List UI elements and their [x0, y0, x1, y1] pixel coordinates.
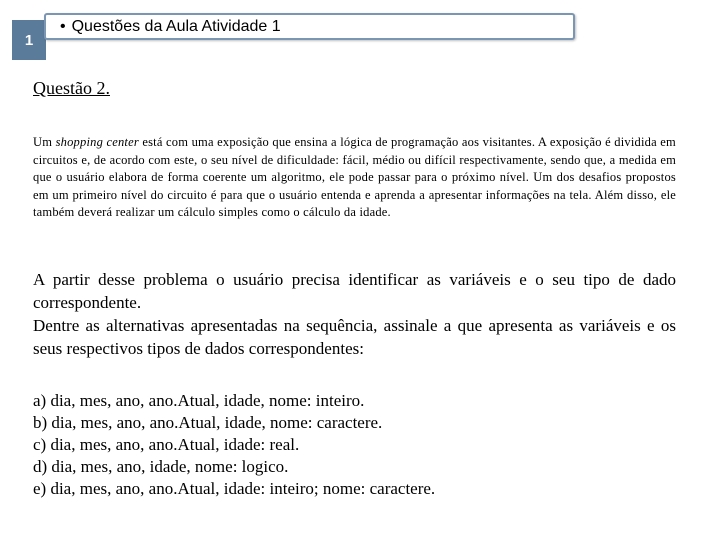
slide-number-badge — [12, 20, 46, 60]
question-intro — [33, 134, 676, 222]
problem-statement — [33, 268, 676, 360]
answer-options — [33, 390, 676, 500]
option-a: a) dia, mes, ano, ano.Atual, idade, nome: inteiro. — [33, 391, 365, 410]
intro-prefix: Um — [33, 135, 56, 149]
question-title: Questão 2. — [33, 78, 110, 98]
slide-number: 1 — [24, 31, 34, 49]
bullet-icon: • — [60, 17, 66, 35]
problem-paragraph-2: Dentre as alternativas apresentadas na sequência, assinale a que apresenta as variáveis e os seus respectivos tipos de dados correspondentes: — [33, 316, 676, 358]
intro-rest: está com uma exposição que ensina a lógica de programação aos visitantes. A exposição é dividida em circuitos e, de acordo com este, o seu nível de dificuldade: fácil, médio ou difícil respectivamente, sendo que, a medida em que o usuário elabora de forma coerente um algoritmo, ele pode passar para o próximo nível. Um dos desafios propostos em um primeiro nível do circuito é para que o usuário entenda e aprenda a apresentar informações na tela. Além disso, ele também deverá realizar um cálculo simples como o cálculo da idade. — [33, 135, 676, 219]
header-title-box — [44, 13, 575, 40]
option-c: c) dia, mes, ano, ano.Atual, idade: real. — [33, 435, 300, 454]
header-title: Questões da Aula Atividade 1 — [71, 17, 281, 35]
option-d: d) dia, mes, ano, idade, nome: logico. — [33, 457, 289, 476]
option-e: e) dia, mes, ano, ano.Atual, idade: inteiro; nome: caractere. — [33, 479, 436, 498]
problem-paragraph-1: A partir desse problema o usuário precisa identificar as variáveis e o seu tipo de dado correspondente. — [33, 270, 676, 312]
option-b: b) dia, mes, ano, ano.Atual, idade, nome: caractere. — [33, 413, 383, 432]
intro-italic: shopping center — [55, 135, 139, 149]
